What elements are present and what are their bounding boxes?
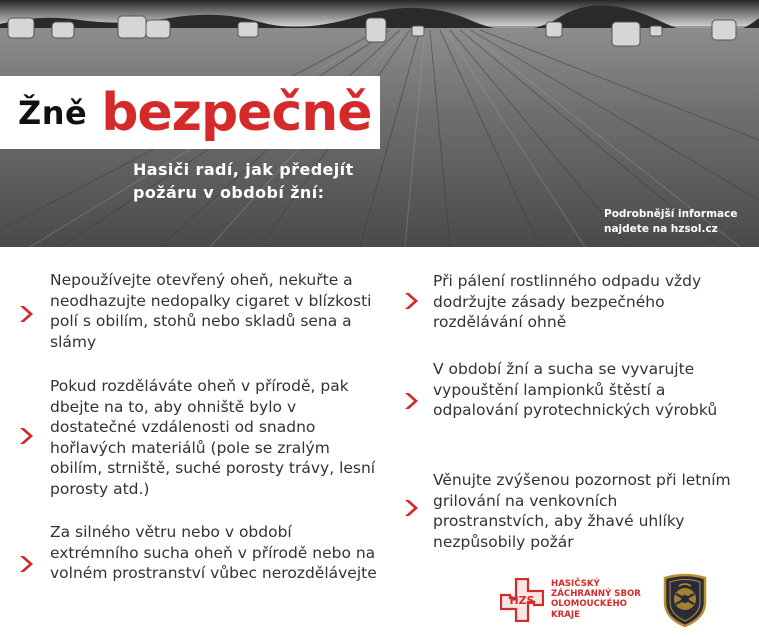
- tip-item: [400, 470, 733, 552]
- title-small: Žně: [18, 93, 88, 132]
- tip-text: Při pálení rostlinného odpadu vždy dodržujte zásady bezpečného rozdělávání ohně: [433, 272, 702, 331]
- org-line-1: HASIČSKÝ: [551, 579, 600, 589]
- tip-item: [15, 270, 385, 352]
- org-line-4: KRAJE: [551, 609, 580, 620]
- chevron-right-icon: [15, 304, 35, 324]
- chevron-right-icon: [400, 291, 420, 311]
- org-line-3: OLOMOUCKÉHO: [551, 599, 627, 610]
- subtitle: [133, 158, 393, 204]
- tip-item: [15, 376, 385, 499]
- header-photo: [0, 0, 759, 247]
- chevron-right-icon: [15, 554, 35, 574]
- tip-item: [15, 522, 385, 584]
- fire-rescue-badge: [661, 572, 709, 628]
- more-info-line-1: Podrobnější informace: [604, 208, 738, 220]
- hzs-abbrev: HZS: [509, 594, 535, 607]
- chevron-right-icon: [400, 498, 420, 518]
- more-info-line-2: najdete na hzsol.cz: [604, 223, 718, 235]
- tip-text: Věnujte zvýšenou pozornost při letním grilování na venkovních prostranstvích, aby žhavé uhlíky nezpůsobily požár: [433, 471, 731, 551]
- title-big: bezpečně: [101, 82, 372, 143]
- hzs-cross-logo: [500, 578, 544, 622]
- chevron-right-icon: [400, 391, 420, 411]
- tip-text: Za silného větru nebo v období extrémního sucha oheň v přírodě nebo na volném prostranství vůbec nerozdělávejte: [50, 523, 377, 582]
- more-info-note: [604, 207, 754, 237]
- tip-item: [400, 359, 733, 421]
- org-line-2: ZÁCHRANNÝ SBOR: [551, 589, 641, 600]
- chevron-right-icon: [15, 426, 35, 446]
- tip-item: [400, 271, 733, 333]
- tip-text: V období žní a sucha se vyvarujte vypouštění lampionků štěstí a odpalování pyrotechnických výrobků: [433, 360, 718, 419]
- subtitle-line-2: požáru v období žní:: [133, 183, 325, 202]
- tip-text: Pokud rozděláváte oheň v přírodě, pak dbejte na to, aby ohniště bylo v dostatečné vzdálenosti od snadno hořlavých materiálů (pole se zralým obilím, strniště, suché porosty trávy, lesní porosty atd.): [50, 377, 376, 498]
- tip-text: Nepoužívejte otevřený oheň, nekuřte a neodhazujte nedopalky cigaret v blízkosti polí s obilím, stohů nebo skladů sena a slámy: [50, 271, 372, 351]
- title-banner: [0, 76, 380, 149]
- subtitle-line-1: Hasiči radí, jak předejít: [133, 160, 354, 179]
- organization-name: [551, 579, 661, 620]
